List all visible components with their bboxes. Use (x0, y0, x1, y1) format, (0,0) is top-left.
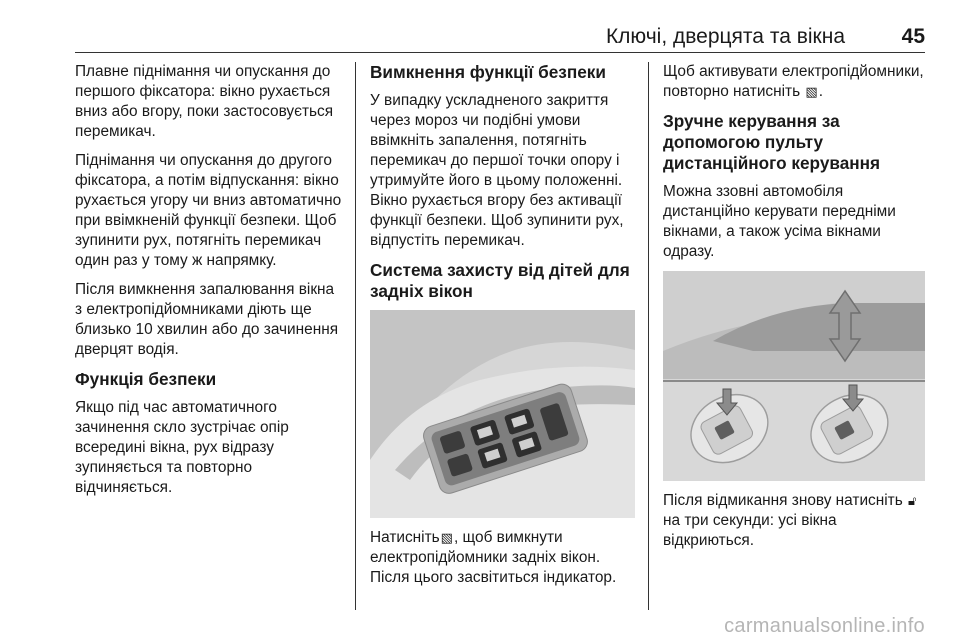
paragraph: Плавне піднімання чи опускання до першого фіксатора: вікно рухається вниз або вгору, поки застосовується перемикач. (75, 63, 334, 140)
section-heading-remote-control: Зручне керування за допомогою пульту дистанційного керування (663, 111, 881, 173)
column-3 (663, 62, 925, 560)
section-heading-child-lock: Система захисту від дітей для задніх вікон (370, 260, 630, 301)
paragraph: Піднімання чи опускання до другого фіксатора, а потім відпускання: вікно рухається угору чи вниз автоматично при ввімкненій функції безпеки. Щоб зупинити рух, потягніть перемикач один раз у тому ж напрямку. (75, 152, 342, 269)
column-2 (370, 62, 635, 597)
paragraph: У випадку ускладненого закриття через мороз чи подібні умови ввімкніть запалення, потягніть перемикач до першої точки опору і утримуйте його в цьому положенні. Вікно рухається вгору без активації функції безпеки. Щоб зупинити рух, відпустіть перемикач. (370, 92, 624, 249)
window-child-lock-icon: ▧ (440, 530, 453, 545)
section-heading-safety: Функція безпеки (75, 369, 217, 389)
page-title: Ключі, дверцята та вікна (605, 25, 845, 48)
page-header (75, 25, 925, 51)
column-1 (75, 62, 345, 507)
column-divider-1 (355, 62, 356, 610)
paragraph: Якщо під час автоматичного зачинення скло зустрічає опір всередині вікна, рух відразу зупиняється та повторно відчиняється. (75, 399, 289, 496)
paragraph: Щоб активувати електропідйомники, повторно натисніть ▧. (663, 63, 924, 100)
remote-key-illustration (663, 271, 925, 481)
paragraph: Можна ззовні автомобіля дистанційно керувати передніми вікнами, а також усіма вікнами одразу. (663, 183, 896, 260)
column-divider-2 (648, 62, 649, 610)
unlock-icon: 🔓︎ (908, 493, 917, 508)
paragraph: Після відмикання знову натисніть 🔓︎на три секунди: усі вікна відкриються. (663, 492, 917, 549)
paragraph: Після вимкнення запалювання вікна з електропідйомниками діють ще близько 10 хвилин або до зачинення дверцят водія. (75, 281, 339, 358)
section-heading-disable-safety: Вимкнення функції безпеки (370, 62, 606, 82)
page-number: 45 (901, 25, 925, 48)
window-child-lock-icon: ▧ (805, 84, 818, 99)
paragraph: Натисніть▧, щоб вимкнути електропідйомники задніх вікон. Після цього засвітиться індикатор. (370, 529, 617, 586)
door-switch-illustration (370, 310, 635, 518)
watermark: carmanualsonline.info (724, 615, 925, 637)
header-rule (75, 52, 925, 53)
